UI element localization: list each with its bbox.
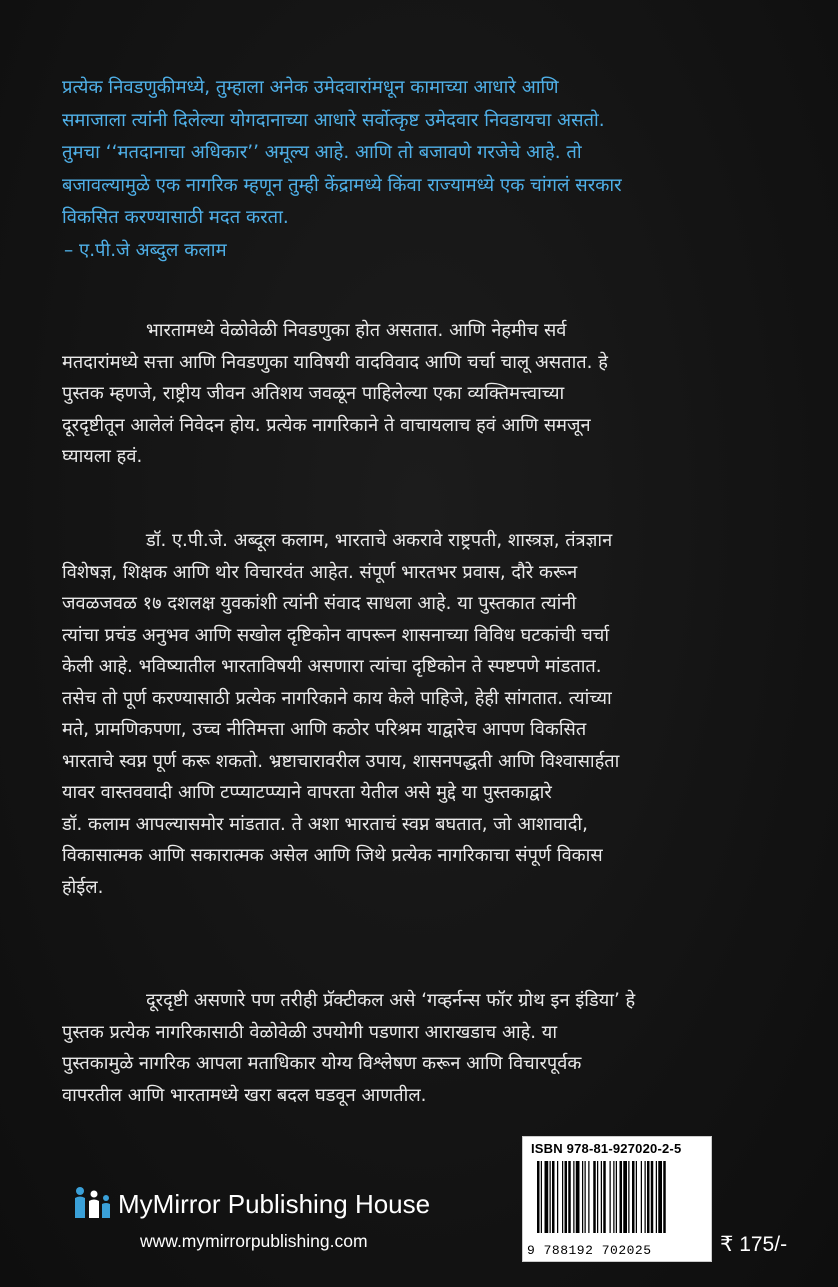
paragraph-1 [62, 315, 778, 473]
quote-line: बजावल्यामुळे एक नागरिक म्हणून तुम्ही केंद्रामध्ये किंवा राज्यामध्ये एक चांगलं सरकार [62, 174, 622, 196]
publisher-website: www.mymirrorpublishing.com [140, 1231, 368, 1251]
text-line: भारताचे स्वप्न पूर्ण करू शकतो. भ्रष्टाचारावरील उपाय, शासनपद्धती आणि विश्वासार्हता [62, 750, 620, 772]
barcode-digits: 9 788192 702025 [527, 1243, 652, 1258]
text-line: भारतामध्ये वेळोवेळी निवडणुका होत असतात. आणि नेहमीच सर्व [146, 320, 567, 341]
text-line: पुस्तकामुळे नागरिक आपला मताधिकार योग्य विश्लेषण करून आणि विचारपूर्वक [62, 1053, 582, 1074]
publisher-name: MyMirror Publishing House [118, 1189, 431, 1219]
quote-line: प्रत्येक निवडणुकीमध्ये, तुम्हाला अनेक उमेदवारांमधून कामाच्या आधारे आणि [62, 77, 559, 98]
isbn-barcode-box [522, 1136, 712, 1262]
text-line: केली आहे. भविष्यातील भारताविषयी असणारा त्यांचा दृष्टिकोन ते स्पष्टपणे मांडतात. [62, 656, 602, 677]
text-line: दूरदृष्टीतून आलेलं निवेदन होय. प्रत्येक नागरिकाने ते वाचायलाच हवं आणि समजून [62, 414, 591, 436]
paragraph-3 [62, 985, 778, 1111]
text-line: तसेच तो पूर्ण करण्यासाठी प्रत्येक नागरिकाने काय केले पाहिजे, हेही सांगतात. त्यांच्या [62, 687, 612, 709]
text-line: डॉ. ए.पी.जे. अब्दूल कलाम, भारताचे अकरावे राष्ट्रपती, शास्त्रज्ञ, तंत्रज्ञान [146, 530, 613, 551]
text-line: घ्यायला हवं. [62, 446, 143, 467]
quote-line: समाजाला त्यांनी दिलेल्या योगदानाच्या आधारे सर्वोत्कृष्ट उमेदवार निवडायचा असतो. [62, 109, 605, 131]
text-line: त्यांचा प्रचंड अनुभव आणि सखोल दृष्टिकोन वापरून शासनाच्या विविध घटकांची चर्चा [62, 624, 610, 646]
text-line: जवळजवळ १७ दशलक्ष युवकांशी त्यांनी संवाद साधला आहे. या पुस्तकात त्यांनी [62, 593, 577, 614]
text-line: होईल. [62, 876, 104, 898]
text-line: मतदारांमध्ये सत्ता आणि निवडणुका याविषयी वादविवाद आणि चर्चा चालू असतात. हे [62, 351, 608, 373]
text-line: विशेषज्ञ, शिक्षक आणि थोर विचारवंत आहेत. संपूर्ण भारतभर प्रवास, दौरे करून [62, 561, 578, 583]
quote-line: तुमचा ‘‘मतदानाचा अधिकार’’ अमूल्य आहे. आणि तो बजावणे गरजेचे आहे. तो [62, 142, 582, 163]
text-line: यावर वास्तववादी आणि टप्प्याटप्प्याने वापरता येतील असे मुद्दे या पुस्तकाद्वारे [62, 782, 552, 803]
quote-author: – ए.पी.जे अब्दुल कलाम [64, 239, 227, 261]
text-line: पुस्तक प्रत्येक नागरिकासाठी वेळोवेळी उपयोगी पडणारा आराखडाच आहे. या [62, 1021, 558, 1043]
text-line: विकासात्मक आणि सकारात्मक असेल आणि जिथे प्रत्येक नागरिकाचा संपूर्ण विकास [62, 845, 603, 866]
barcode-icon [533, 1161, 703, 1237]
quote-line: विकसित करण्यासाठी मदत करता. [62, 207, 289, 228]
text-line: दूरदृष्टी असणारे पण तरीही प्रॅक्टीकल असे ‘गव्हर्नन्स फॉर ग्रोथ इन इंडिया’ हे [146, 990, 636, 1011]
isbn-label: ISBN 978-81-927020-2-5 [531, 1141, 682, 1156]
text-line: पुस्तक म्हणजे, राष्ट्रीय जीवन अतिशय जवळून पाहिलेल्या एका व्यक्तिमत्त्वाच्या [62, 383, 565, 404]
quote-block [62, 72, 778, 267]
text-line: वापरतील आणि भारतामध्ये खरा बदल घडवून आणतील. [62, 1084, 427, 1106]
paragraph-2 [62, 525, 778, 903]
publisher-logo-icon [72, 1186, 112, 1220]
price: ₹ 175/- [720, 1233, 788, 1256]
text-line: मते, प्रामणिकपणा, उच्च नीतिमत्ता आणि कठोर परिश्रम याद्वारेच आपण विकसित [62, 719, 587, 740]
text-line: डॉ. कलाम आपल्यासमोर मांडतात. ते अशा भारताचं स्वप्न बघतात, जो आशावादी, [62, 813, 588, 835]
